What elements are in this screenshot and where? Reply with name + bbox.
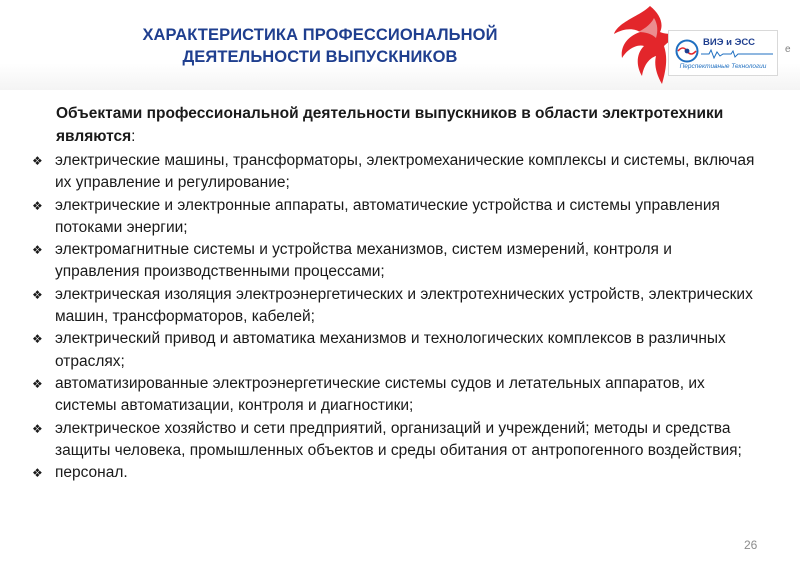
page-number: 26 xyxy=(744,538,758,552)
list-item xyxy=(20,418,760,463)
signal-wave-icon xyxy=(701,49,773,59)
logo-name: ВИЭ и ЭСС xyxy=(703,37,756,48)
list-item xyxy=(20,284,760,329)
slide-title xyxy=(100,24,540,68)
diamond-bullet-icon: ❖ xyxy=(32,466,43,481)
list-item xyxy=(20,328,760,373)
logo-badge xyxy=(668,30,778,76)
list-item-text: электрическая изоляция электроэнергетических и электротехнических устройств, электрических машин, трансформаторов, кабелей; xyxy=(55,285,753,326)
intro-bold-text: Объектами профессиональной деятельности выпускников в области электротехники являются xyxy=(56,105,724,145)
list-item xyxy=(20,239,760,284)
list-item xyxy=(20,150,760,195)
list-item-text: электрические и электронные аппараты, автоматические устройства и системы управления потоками энергии; xyxy=(55,196,720,236)
diamond-bullet-icon: ❖ xyxy=(32,421,43,436)
globe-icon xyxy=(675,39,699,63)
logo-cutoff-text: е xyxy=(785,44,791,55)
diamond-bullet-icon: ❖ xyxy=(32,198,43,213)
diamond-bullet-icon: ❖ xyxy=(32,376,43,391)
logo-subtitle: Перспективные Технологии xyxy=(679,63,767,70)
diamond-bullet-icon: ❖ xyxy=(32,332,43,347)
title-line-1: ХАРАКТЕРИСТИКА ПРОФЕССИОНАЛЬНОЙ xyxy=(142,26,498,44)
diamond-bullet-icon: ❖ xyxy=(32,243,43,258)
list-item xyxy=(20,462,760,484)
diamond-bullet-icon: ❖ xyxy=(32,154,43,168)
list-item xyxy=(20,195,760,240)
list-item-text: автоматизированные электроэнергетические системы судов и летательных аппаратов, их системы автоматизации, контроля и диагностики; xyxy=(55,374,705,415)
objects-list xyxy=(20,150,760,484)
title-line-2: ДЕЯТЕЛЬНОСТИ ВЫПУСКНИКОВ xyxy=(182,48,458,66)
list-item-text: электромагнитные системы и устройства механизмов, систем измерений, контроля и управления производственными процессами; xyxy=(55,241,672,281)
diamond-bullet-icon: ❖ xyxy=(32,287,43,302)
list-item-text: персонал. xyxy=(55,464,128,482)
list-item-text: электрические машины, трансформаторы, электромеханические комплексы и системы, включая их управление и регулирование; xyxy=(55,152,755,192)
intro-colon: : xyxy=(131,128,136,145)
list-item-text: электрический привод и автоматика механизмов и технологических комплексов в различных отраслях; xyxy=(55,330,726,370)
list-item-text: электрическое хозяйство и сети предприятий, организаций и учреждений; методы и средства защиты человека, промышленных объектов и среды обитания от антропогенного воздействия; xyxy=(55,419,742,459)
institution-logo xyxy=(604,4,800,90)
list-item xyxy=(20,373,760,418)
intro-paragraph xyxy=(56,102,756,148)
